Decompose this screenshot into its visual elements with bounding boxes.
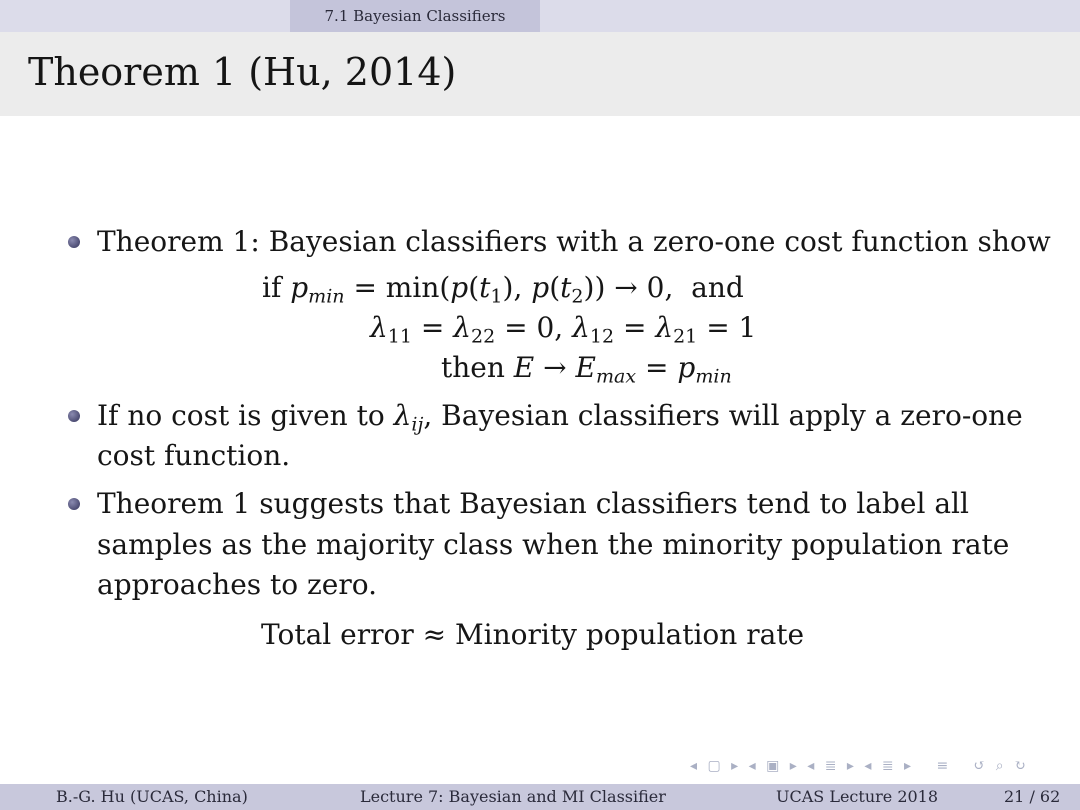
bullet-icon [68, 498, 80, 510]
equation-line-3: then $E \to E_{max} = p_{min}$ [441, 351, 732, 388]
equation-line-2: $\lambda_{11} = \lambda_{22} = 0$, $\lambda_{12} = \lambda_{21} = 1$ [370, 311, 757, 348]
slide-title: Theorem 1 (Hu, 2014) [28, 50, 457, 94]
bullet-icon [68, 410, 80, 422]
conclusion-equation: Total error ≈ Minority population rate [261, 618, 805, 651]
footer-bar [0, 784, 1080, 810]
beamer-navigation-icons[interactable]: ◂ ▢ ▸ ◂ ▣ ▸ ◂ ≣ ▸ ◂ ≣ ▸ ≡ ↺ ⌕ ↻ [690, 758, 1029, 774]
bullet-1-text: Theorem 1: Bayesian classifiers with a zero-one cost function show [97, 225, 1051, 258]
footer-lecture: Lecture 7: Bayesian and MI Classifier [360, 787, 666, 806]
bullet-2-line-1: If no cost is given to $\lambda_{ij}$, Bayesian classifiers will apply a zero-one [97, 399, 1023, 436]
bullet-2-line-2: cost function. [97, 439, 291, 472]
section-tab[interactable]: 7.1 Bayesian Classifiers [290, 0, 540, 32]
equation-line-1: if $p_{min} = \min(p(t_1)$, $p(t_2)) \to 0$, and [262, 271, 744, 308]
bullet-icon [68, 236, 80, 248]
header-bar [0, 0, 1080, 32]
footer-author: B.-G. Hu (UCAS, China) [56, 787, 248, 806]
footer-page-number: 21 / 62 [1004, 787, 1061, 806]
bullet-3-line-1: Theorem 1 suggests that Bayesian classifiers tend to label all [97, 487, 969, 520]
bullet-3-line-2: samples as the majority class when the minority population rate [97, 528, 1010, 561]
footer-venue: UCAS Lecture 2018 [776, 787, 939, 806]
bullet-3-line-3: approaches to zero. [97, 568, 378, 601]
title-bar [0, 32, 1080, 116]
